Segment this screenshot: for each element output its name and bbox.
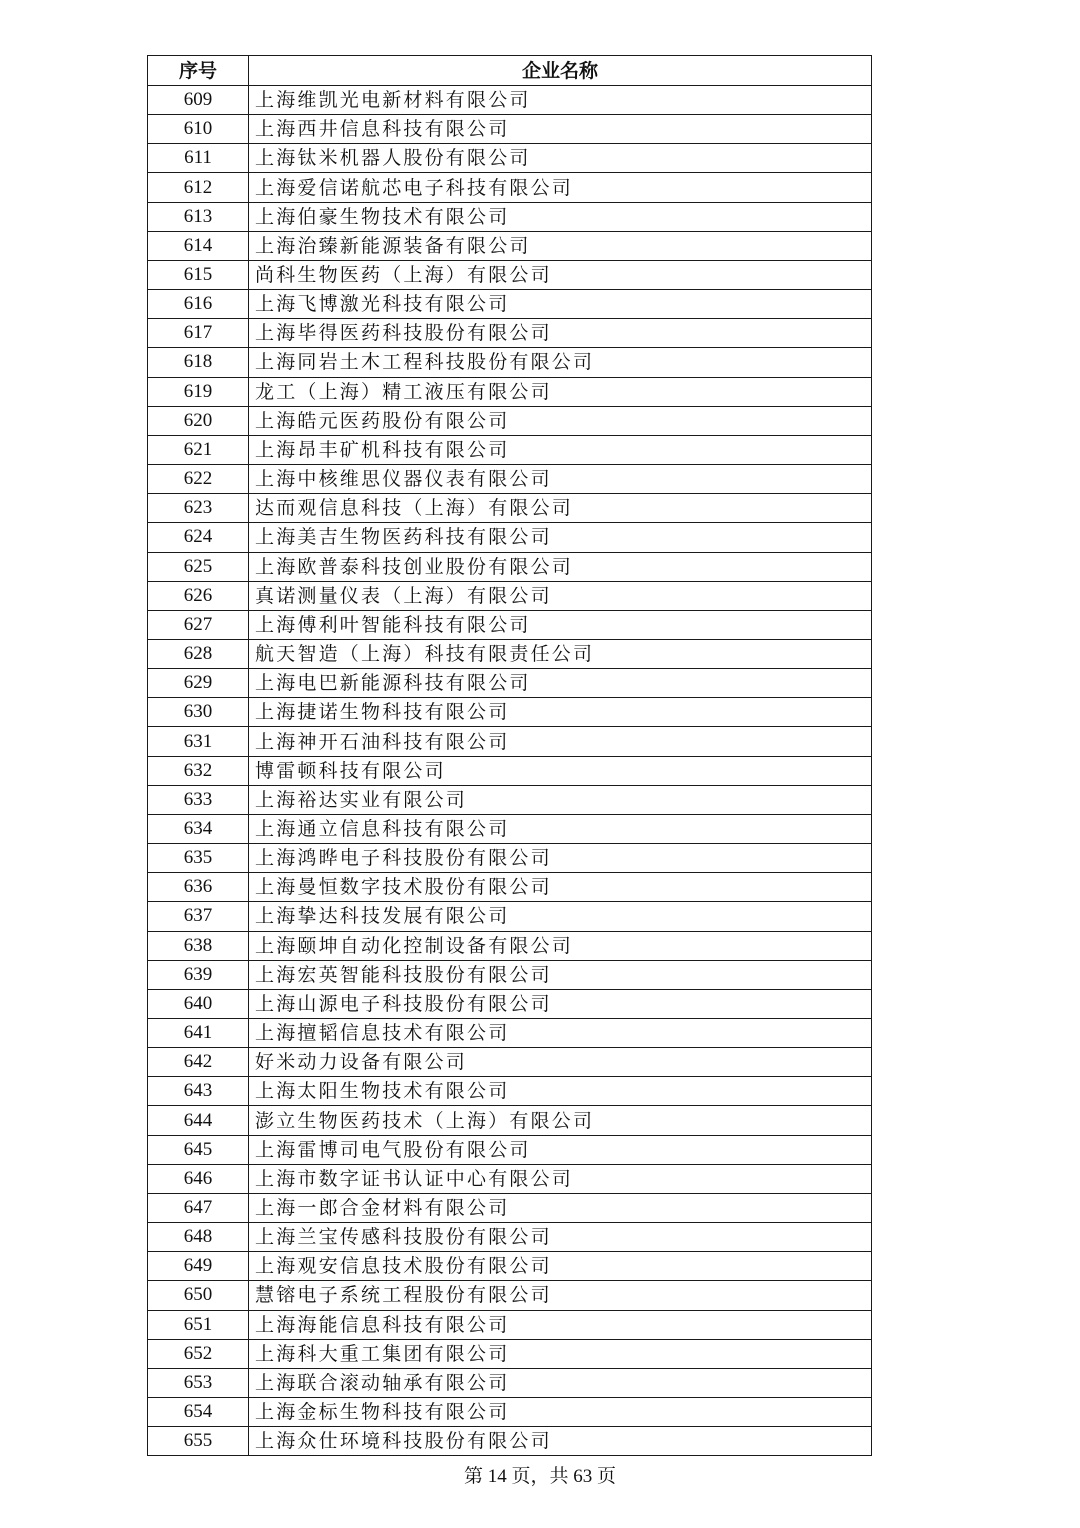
company-name: 慧镕电子系统工程股份有限公司 — [249, 1281, 872, 1310]
company-name: 上海毕得医药科技股份有限公司 — [249, 319, 872, 348]
company-name: 航天智造（上海）科技有限责任公司 — [249, 639, 872, 668]
company-name: 上海山源电子科技股份有限公司 — [249, 989, 872, 1018]
table-row — [148, 639, 872, 668]
row-number: 637 — [148, 902, 249, 931]
row-number: 651 — [148, 1310, 249, 1339]
company-name: 上海宏英智能科技股份有限公司 — [249, 960, 872, 989]
table-row — [148, 1252, 872, 1281]
table-row — [148, 581, 872, 610]
table-row — [148, 1048, 872, 1077]
table-row — [148, 290, 872, 319]
company-name: 上海皓元医药股份有限公司 — [249, 406, 872, 435]
table-row — [148, 173, 872, 202]
table-row — [148, 610, 872, 639]
row-number: 650 — [148, 1281, 249, 1310]
row-number: 652 — [148, 1339, 249, 1368]
company-name: 上海众仕环境科技股份有限公司 — [249, 1427, 872, 1456]
table-row — [148, 1106, 872, 1135]
table-row — [148, 844, 872, 873]
company-name: 上海治臻新能源装备有限公司 — [249, 231, 872, 260]
row-number: 617 — [148, 319, 249, 348]
company-name: 真诺测量仪表（上海）有限公司 — [249, 581, 872, 610]
row-number: 624 — [148, 523, 249, 552]
company-name: 上海曼恒数字技术股份有限公司 — [249, 873, 872, 902]
company-name: 上海观安信息技术股份有限公司 — [249, 1252, 872, 1281]
row-number: 610 — [148, 115, 249, 144]
table-row — [148, 785, 872, 814]
table-row — [148, 1398, 872, 1427]
row-number: 638 — [148, 931, 249, 960]
company-name: 上海昂丰矿机科技有限公司 — [249, 435, 872, 464]
table-row — [148, 1019, 872, 1048]
row-number: 623 — [148, 494, 249, 523]
table-row — [148, 960, 872, 989]
row-number: 627 — [148, 610, 249, 639]
table-row — [148, 465, 872, 494]
row-number: 619 — [148, 377, 249, 406]
table-row — [148, 1193, 872, 1222]
company-name: 上海颐坤自动化控制设备有限公司 — [249, 931, 872, 960]
table-row — [148, 231, 872, 260]
company-name: 上海飞博激光科技有限公司 — [249, 290, 872, 319]
table-row — [148, 319, 872, 348]
page-number-footer: 第 14 页，共 63 页 — [463, 1466, 616, 1487]
row-number: 655 — [148, 1427, 249, 1456]
table-row — [148, 86, 872, 115]
row-number: 621 — [148, 435, 249, 464]
table-row — [148, 931, 872, 960]
table-row — [148, 1164, 872, 1193]
table-row — [148, 1339, 872, 1368]
company-name: 上海伯豪生物技术有限公司 — [249, 202, 872, 231]
row-number: 636 — [148, 873, 249, 902]
table-row — [148, 202, 872, 231]
company-name: 上海钛米机器人股份有限公司 — [249, 144, 872, 173]
company-name: 上海欧普泰科技创业股份有限公司 — [249, 552, 872, 581]
column-header-name: 企业名称 — [249, 56, 872, 86]
company-name: 上海傅利叶智能科技有限公司 — [249, 610, 872, 639]
row-number: 639 — [148, 960, 249, 989]
row-number: 616 — [148, 290, 249, 319]
company-name: 上海美吉生物医药科技有限公司 — [249, 523, 872, 552]
row-number: 654 — [148, 1398, 249, 1427]
row-number: 647 — [148, 1193, 249, 1222]
table-row — [148, 115, 872, 144]
row-number: 648 — [148, 1223, 249, 1252]
company-name: 达而观信息科技（上海）有限公司 — [249, 494, 872, 523]
company-name: 上海同岩土木工程科技股份有限公司 — [249, 348, 872, 377]
company-name: 上海联合滚动轴承有限公司 — [249, 1368, 872, 1397]
company-name: 上海西井信息科技有限公司 — [249, 115, 872, 144]
table-row — [148, 873, 872, 902]
company-name: 好米动力设备有限公司 — [249, 1048, 872, 1077]
table-row — [148, 1077, 872, 1106]
row-number: 642 — [148, 1048, 249, 1077]
company-name: 上海爱信诺航芯电子科技有限公司 — [249, 173, 872, 202]
company-name: 上海挚达科技发展有限公司 — [249, 902, 872, 931]
row-number: 613 — [148, 202, 249, 231]
row-number: 611 — [148, 144, 249, 173]
row-number: 646 — [148, 1164, 249, 1193]
table-row — [148, 698, 872, 727]
row-number: 626 — [148, 581, 249, 610]
row-number: 649 — [148, 1252, 249, 1281]
table-body — [148, 86, 872, 1456]
row-number: 643 — [148, 1077, 249, 1106]
company-name: 上海擅韬信息技术有限公司 — [249, 1019, 872, 1048]
table-row — [148, 1281, 872, 1310]
row-number: 630 — [148, 698, 249, 727]
row-number: 635 — [148, 844, 249, 873]
row-number: 645 — [148, 1135, 249, 1164]
company-name: 上海雷博司电气股份有限公司 — [249, 1135, 872, 1164]
company-name: 上海科大重工集团有限公司 — [249, 1339, 872, 1368]
company-name: 上海电巴新能源科技有限公司 — [249, 669, 872, 698]
company-name: 上海兰宝传感科技股份有限公司 — [249, 1223, 872, 1252]
row-number: 634 — [148, 814, 249, 843]
table-row — [148, 494, 872, 523]
company-name: 博雷顿科技有限公司 — [249, 756, 872, 785]
company-name: 上海捷诺生物科技有限公司 — [249, 698, 872, 727]
table-header-row — [148, 56, 872, 86]
table-row — [148, 669, 872, 698]
table-row — [148, 1427, 872, 1456]
company-name: 上海金标生物科技有限公司 — [249, 1398, 872, 1427]
table-row — [148, 260, 872, 289]
table-row — [148, 902, 872, 931]
company-name: 上海神开石油科技有限公司 — [249, 727, 872, 756]
row-number: 633 — [148, 785, 249, 814]
company-name: 上海鸿晔电子科技股份有限公司 — [249, 844, 872, 873]
company-name: 上海裕达实业有限公司 — [249, 785, 872, 814]
row-number: 618 — [148, 348, 249, 377]
company-name: 尚科生物医药（上海）有限公司 — [249, 260, 872, 289]
company-name: 上海海能信息科技有限公司 — [249, 1310, 872, 1339]
company-name: 上海太阳生物技术有限公司 — [249, 1077, 872, 1106]
company-table — [147, 55, 872, 1456]
table-row — [148, 1135, 872, 1164]
company-name: 澎立生物医药技术（上海）有限公司 — [249, 1106, 872, 1135]
row-number: 640 — [148, 989, 249, 1018]
table-row — [148, 1310, 872, 1339]
table-row — [148, 348, 872, 377]
row-number: 622 — [148, 465, 249, 494]
row-number: 641 — [148, 1019, 249, 1048]
company-name: 上海中核维思仪器仪表有限公司 — [249, 465, 872, 494]
table-row — [148, 1223, 872, 1252]
company-name: 上海一郎合金材料有限公司 — [249, 1193, 872, 1222]
column-header-number: 序号 — [148, 56, 249, 86]
row-number: 653 — [148, 1368, 249, 1397]
table-row — [148, 144, 872, 173]
table-row — [148, 727, 872, 756]
company-name: 龙工（上海）精工液压有限公司 — [249, 377, 872, 406]
table-row — [148, 1368, 872, 1397]
row-number: 644 — [148, 1106, 249, 1135]
table-row — [148, 989, 872, 1018]
table-row — [148, 435, 872, 464]
row-number: 625 — [148, 552, 249, 581]
table-row — [148, 523, 872, 552]
table-row — [148, 814, 872, 843]
table-row — [148, 377, 872, 406]
company-name: 上海维凯光电新材料有限公司 — [249, 86, 872, 115]
table-row — [148, 756, 872, 785]
row-number: 631 — [148, 727, 249, 756]
table-row — [148, 406, 872, 435]
row-number: 612 — [148, 173, 249, 202]
row-number: 629 — [148, 669, 249, 698]
table-row — [148, 552, 872, 581]
row-number: 628 — [148, 639, 249, 668]
company-name: 上海通立信息科技有限公司 — [249, 814, 872, 843]
row-number: 614 — [148, 231, 249, 260]
row-number: 620 — [148, 406, 249, 435]
company-name: 上海市数字证书认证中心有限公司 — [249, 1164, 872, 1193]
row-number: 615 — [148, 260, 249, 289]
row-number: 632 — [148, 756, 249, 785]
row-number: 609 — [148, 86, 249, 115]
